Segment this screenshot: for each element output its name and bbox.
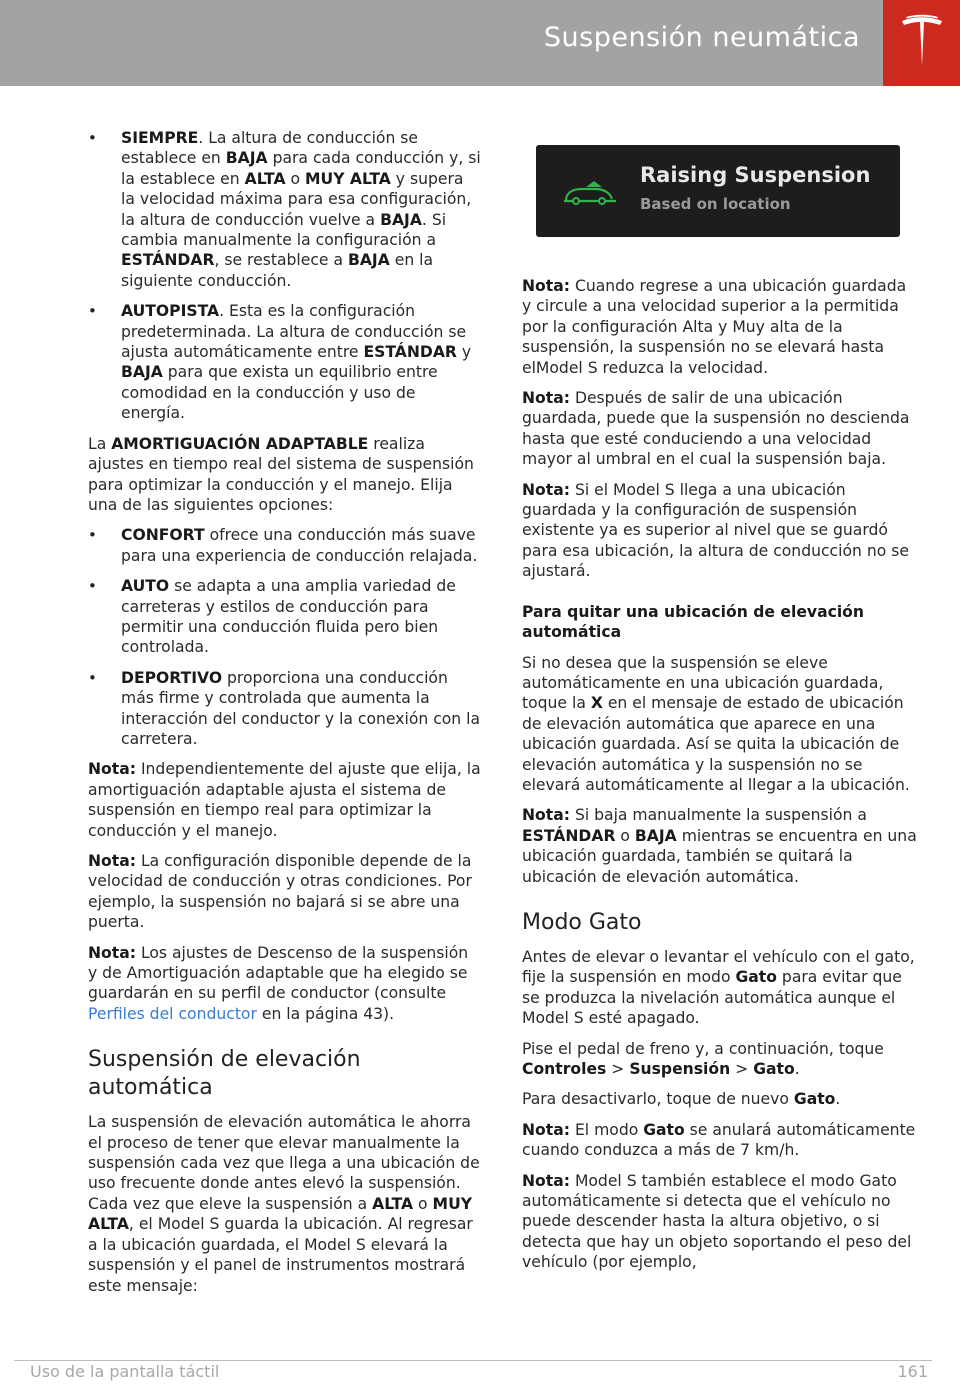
remove-paragraph: Si no desea que la suspensión se eleve automáticamente en una ubicación guardada, toque la X en el mensaje de estado de ubicación de elevación automática que aparece en una ubicación guardada. Así se quita la ubicación de elevación automática y la suspensión no se elevará automáticamente al llegar a la ubicación.: [522, 653, 910, 794]
list-item: • CONFORT ofrece una conducción más suave para una experiencia de conducción relajada.: [88, 525, 482, 566]
list-item: • AUTO se adapta a una amplia variedad de carreteras y estilos de conducción para permitir una conducción fluida pero bien controlada.: [88, 576, 482, 658]
note: Nota: Después de salir de una ubicación guardada, puede que la suspensión no descienda hasta que esté conduciendo a una velocidad mayor al umbral en el cual la suspensión baja.: [522, 389, 910, 469]
page-header: [0, 0, 960, 86]
note: Nota: Independientemente del ajuste que elija, la amortiguación adaptable ajusta el sistema de suspensión en tiempo real para optimizar la conducción y el manejo.: [88, 760, 481, 840]
note: Nota: El modo Gato se anulará automáticamente cuando conduzca a más de 7 km/h.: [522, 1120, 916, 1160]
damping-intro: La AMORTIGUACIÓN ADAPTABLE realiza ajustes en tiempo real del sistema de suspensión para optimizar la conducción y el manejo. Elija una de las siguientes opciones:: [88, 434, 474, 514]
note: Nota: Cuando regrese a una ubicación guardada y circule a una velocidad superior a la permitida por la configuración Alta y Muy alta de la suspensión, la suspensión no se elevará hasta elModel S reduzca la velocidad.: [522, 277, 907, 377]
raising-suspension-banner: [536, 145, 900, 237]
note: Nota: Si el Model S llega a una ubicación guardada y la configuración de suspensión existente ya es superior al nivel que se guardó para esa ubicación, la altura de conducción no se ajustará.: [522, 480, 909, 581]
section-heading-auto-raise: Suspensión de elevación automática: [88, 1047, 361, 1101]
note: Nota: Model S también establece el modo Gato automáticamente si detecta que el vehículo no puede descender hasta la altura objetivo, o si detecta que hay un objeto soportando el peso del vehículo (por ejemplo,: [522, 1171, 912, 1272]
car-raise-icon: [562, 179, 618, 205]
jack-steps-paragraph: Pise el pedal de freno y, a continuación, toque Controles > Suspensión > Gato.: [522, 1039, 884, 1078]
footer-divider: [14, 1360, 932, 1361]
auto-raise-paragraph: La suspensión de elevación automática le ahorra el proceso de tener que elevar manualmente la suspensión cada vez que llega a una ubicación de uso frecuente donde antes elevó la suspensión. Cada vez que eleve la suspensión a ALTA o MUY ALTA, el Model S guarda la ubicación. Al regresar a la ubicación guardada, el Model S elevará la suspensión y el panel de instrumentos mostrará este mensaje:: [88, 1113, 480, 1295]
section-heading-jack-mode: Modo Gato: [522, 909, 642, 935]
ride-height-list: [88, 128, 482, 424]
damping-options-list: [88, 525, 482, 749]
list-item: • DEPORTIVO proporciona una conducción más firme y controlada que aumenta la interacción del conductor y la conexión con la carretera.: [88, 668, 482, 750]
footer-section-name: Uso de la pantalla táctil: [30, 1362, 220, 1381]
list-item: • SIEMPRE. La altura de conducción se establece en BAJA para cada conducción y, si la establece en ALTA o MUY ALTA y supera la velocidad máxima para esa configuración, la altura de conducción vuelve a BAJA. Si cambia manualmente la configuración a ESTÁNDAR, se restablece a BAJA en la siguiente conducción.: [88, 128, 482, 291]
section-heading-remove: Para quitar una ubicación de elevación automática: [522, 602, 864, 642]
banner-subtitle: Based on location: [640, 195, 791, 213]
note: Nota: La configuración disponible depende de la velocidad de conducción y otras condiciones. Por ejemplo, la suspensión no bajará si se abre una puerta.: [88, 852, 472, 932]
note: Nota: Si baja manualmente la suspensión a ESTÁNDAR o BAJA mientras se encuentra en una ubicación guardada, también se quitará la ubicación de elevación automática.: [522, 806, 917, 886]
page-title: Suspensión neumática: [543, 22, 860, 53]
page-number: 161: [897, 1362, 928, 1381]
jack-disable-paragraph: Para desactivarlo, toque de nuevo Gato.: [522, 1090, 841, 1109]
tesla-logo-icon: [900, 14, 944, 72]
driver-profiles-link[interactable]: Perfiles del conductor: [88, 1004, 257, 1023]
right-column: [522, 276, 918, 1283]
banner-title: Raising Suspension: [640, 163, 871, 187]
list-item: • AUTOPISTA. Esta es la configuración predeterminada. La altura de conducción se ajusta automáticamente entre ESTÁNDAR y BAJA para que exista un equilibrio entre comodidad en la conducción y uso de energía.: [88, 301, 482, 423]
brand-logo-box: [883, 0, 960, 86]
jack-paragraph: Antes de elevar o levantar el vehículo con el gato, fije la suspensión en modo Gato para evitar que se produzca la nivelación automática aunque el Model S esté apagado.: [522, 947, 915, 1028]
note: Nota: Los ajustes de Descenso de la suspensión y de Amortiguación adaptable que ha elegido se guardarán en su perfil de conductor (consulte Perfiles del conductor en la página 43).: [88, 943, 469, 1023]
left-column: [88, 128, 482, 1306]
